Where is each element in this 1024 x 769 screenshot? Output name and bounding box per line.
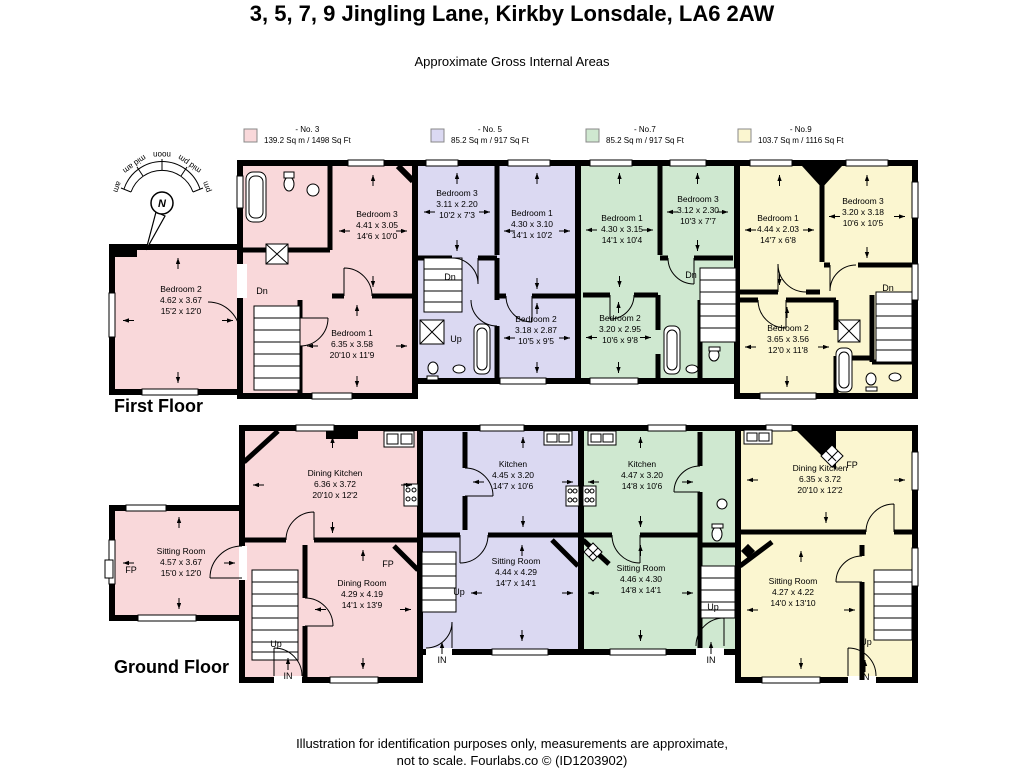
room-name: Bedroom 3 (436, 188, 478, 198)
kitchen-sink-icon (744, 430, 772, 444)
bathtub-icon (474, 324, 490, 374)
room-name: Dining Kitchen (792, 463, 848, 473)
shower-icon (838, 320, 860, 342)
room-dim-imperial: 10'3 x 7'7 (680, 216, 716, 226)
unit-fills-first-floor (112, 163, 915, 396)
room-dim-metric: 3.20 x 2.95 (598, 324, 642, 334)
room-dim-metric: 4.29 x 4.19 (340, 589, 384, 599)
first-floor-plan (109, 160, 918, 399)
north-icon: N (158, 198, 166, 210)
chimney-notch (115, 247, 137, 257)
room-name: Kitchen (627, 459, 657, 469)
room-dim-metric: 4.46 x 4.30 (619, 574, 663, 584)
hob-icon (583, 486, 596, 506)
room-dim-metric: 4.27 x 4.22 (771, 587, 815, 597)
room-dim-imperial: 15'2 x 12'0 (160, 306, 202, 316)
room-name: Dining Kitchen (307, 468, 363, 478)
sink-icon (889, 373, 901, 381)
room-name: Bedroom 2 (767, 323, 809, 333)
annotation-label: IN (437, 655, 447, 665)
room-dim-metric: 4.44 x 2.03 (756, 224, 800, 234)
legend-label: - No. 5 (477, 125, 502, 134)
room-dim-imperial: 15'0 x 12'0 (160, 568, 202, 578)
room-dim-metric: 6.36 x 3.72 (313, 479, 357, 489)
room-dim-imperial: 14'7 x 10'6 (492, 481, 534, 491)
annotation-label: Dn (444, 272, 456, 282)
room-dim-imperial: 14'6 x 10'0 (356, 231, 398, 241)
annotation-label: FP (846, 460, 858, 470)
room-name: Bedroom 3 (356, 209, 398, 219)
toilet-icon (866, 373, 877, 391)
toilet-icon (427, 362, 438, 380)
room-dim-metric: 4.30 x 3.10 (510, 219, 554, 229)
annotation-label: Up (270, 639, 282, 649)
compass-label-midpm: mid pm (176, 152, 203, 176)
room-name: Bedroom 1 (511, 208, 553, 218)
toilet-icon (709, 347, 720, 361)
room-dim-metric: 4.30 x 3.15 (600, 224, 644, 234)
room-dim-imperial: 14'8 x 14'1 (620, 585, 662, 595)
compass-label-pm: pm (200, 180, 213, 194)
room-dim-metric: 3.20 x 3.18 (841, 207, 885, 217)
room-name: Bedroom 1 (757, 213, 799, 223)
room-name: Bedroom 1 (331, 328, 373, 338)
ground-floor-label: Ground Floor (114, 657, 229, 677)
bathtub-icon (664, 326, 680, 374)
room-dim-imperial: 14'7 x 6'8 (760, 235, 796, 245)
sink-icon (717, 499, 727, 509)
legend-label: - No. 3 (295, 125, 320, 134)
compass-rose (111, 150, 213, 250)
first-floor-label: First Floor (114, 396, 203, 416)
bathtub-icon (246, 172, 266, 222)
annotation-label: Up (453, 587, 465, 597)
room-dim-metric: 4.47 x 3.20 (620, 470, 664, 480)
sink-icon (453, 365, 465, 373)
door-opening (237, 264, 247, 298)
annotation-label: Up (450, 334, 462, 344)
legend-area: 103.7 Sq m / 1116 Sq Ft (758, 136, 844, 145)
room-dim-imperial: 14'1 x 13'9 (341, 600, 383, 610)
room-dim-imperial: 10'6 x 10'5 (842, 218, 884, 228)
room-name: Bedroom 2 (515, 314, 557, 324)
toilet-icon (284, 172, 294, 191)
disclaimer-line1: Illustration for identification purposes only, measurements are approximate, (296, 736, 728, 751)
room-dim-imperial: 10'2 x 7'3 (439, 210, 475, 220)
room-dim-metric: 4.44 x 4.29 (494, 567, 538, 577)
room-dim-imperial: 10'5 x 9'5 (518, 336, 554, 346)
room-dim-imperial: 20'10 x 11'9 (329, 350, 375, 360)
legend-area: 85.2 Sq m / 917 Sq Ft (606, 136, 684, 145)
room-name: Dining Room (337, 578, 387, 588)
room-name: Sitting Room (491, 556, 541, 566)
disclaimer-line2: not to scale. Fourlabs.co © (ID1203902) (396, 753, 628, 768)
annotation-label: Up (707, 602, 719, 612)
room-dim-imperial: 14'1 x 10'4 (601, 235, 643, 245)
compass-label-noon: noon (153, 150, 171, 159)
annotation-label: Up (860, 637, 872, 647)
annotation-label: Dn (256, 286, 268, 296)
compass-label-am: am (111, 180, 124, 194)
room-name: Bedroom 3 (677, 194, 719, 204)
legend-area: 85.2 Sq m / 917 Sq Ft (451, 136, 529, 145)
room-dim-metric: 3.12 x 2.30 (676, 205, 720, 215)
sink-icon (307, 184, 319, 196)
legend-area: 139.2 Sq m / 1498 Sq Ft (264, 136, 351, 145)
compass-label-midam: mid am (121, 152, 148, 176)
page-title: 3, 5, 7, 9 Jingling Lane, Kirkby Lonsdale, LA6 2AW (249, 1, 775, 26)
room-name: Bedroom 2 (599, 313, 641, 323)
legend-label: - No.9 (789, 125, 812, 134)
room-dim-metric: 4.57 x 3.67 (159, 557, 203, 567)
room-dim-metric: 6.35 x 3.72 (798, 474, 842, 484)
room-dim-metric: 4.62 x 3.67 (159, 295, 203, 305)
hob-icon (566, 486, 579, 506)
room-dim-imperial: 10'6 x 9'8 (602, 335, 638, 345)
room-name: Kitchen (498, 459, 528, 469)
room-name: Sitting Room (616, 563, 666, 573)
room-dim-metric: 3.11 x 2.20 (436, 199, 478, 209)
kitchen-sink-icon (384, 431, 414, 447)
toilet-icon (712, 524, 723, 541)
room-dim-imperial: 14'7 x 14'1 (495, 578, 537, 588)
room-dim-metric: 4.45 x 3.20 (491, 470, 535, 480)
annotation-label: IN (283, 671, 293, 681)
page-subtitle: Approximate Gross Internal Areas (414, 54, 610, 69)
annotation-label: FP (125, 565, 137, 575)
sink-icon (686, 365, 698, 373)
room-name: Bedroom 3 (842, 196, 884, 206)
room-name: Bedroom 2 (160, 284, 202, 294)
room-dim-metric: 3.65 x 3.56 (766, 334, 810, 344)
kitchen-sink-icon (544, 431, 572, 445)
annotation-label: IN (706, 655, 716, 665)
room-dim-metric: 3.18 x 2.87 (514, 325, 558, 335)
hob-icon (404, 484, 418, 506)
room-name: Sitting Room (156, 546, 206, 556)
room-dim-imperial: 14'0 x 13'10 (770, 598, 816, 608)
room-dim-imperial: 20'10 x 12'2 (797, 485, 843, 495)
shower-icon (266, 244, 288, 264)
legend-label: - No.7 (634, 125, 656, 134)
annotation-label: FP (382, 559, 394, 569)
room-dim-imperial: 14'8 x 10'6 (621, 481, 663, 491)
room-name: Bedroom 1 (601, 213, 643, 223)
disclaimer (0, 735, 1024, 769)
room-dim-metric: 4.41 x 3.05 (355, 220, 399, 230)
bathtub-icon (836, 348, 852, 392)
annotation-label: Dn (685, 270, 697, 280)
shower-icon (420, 320, 444, 344)
room-dim-imperial: 12'0 x 11'8 (768, 345, 808, 355)
fireplace-icon (105, 560, 113, 578)
room-dim-imperial: 20'10 x 12'2 (312, 490, 358, 500)
annotation-label: IN (860, 672, 870, 682)
room-dim-imperial: 14'1 x 10'2 (511, 230, 553, 240)
kitchen-sink-icon (588, 431, 616, 445)
room-name: Sitting Room (768, 576, 818, 586)
room-dim-metric: 6.35 x 3.58 (330, 339, 374, 349)
annotation-label: Dn (882, 283, 894, 293)
